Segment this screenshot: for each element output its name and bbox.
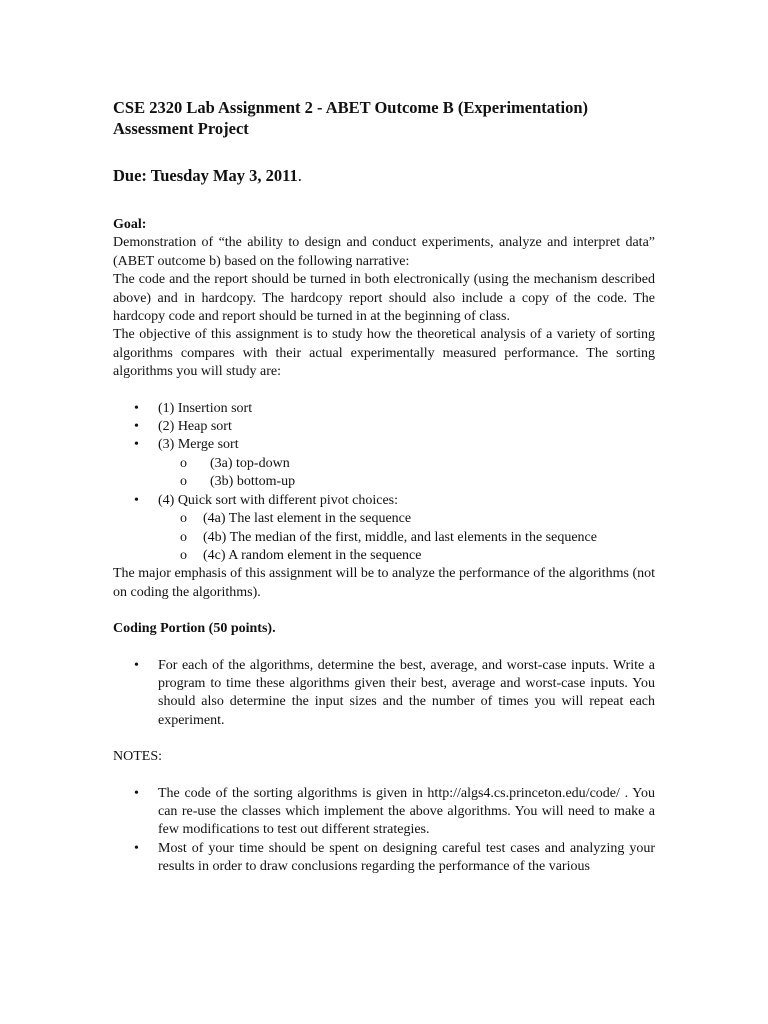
goal-text: Demonstration of “the ability to design and conduct experiments, analyze and interpret data” (ABET outcome b) based on the following narrative: [113, 235, 655, 269]
list-item [113, 492, 655, 510]
document-title [113, 97, 655, 139]
coding-list [113, 657, 655, 731]
variant-label: (4c) A random element in the sequence [203, 547, 422, 563]
algorithm-label: (1) Insertion sort [158, 400, 253, 416]
list-item [113, 785, 655, 840]
merge-sort-variants [113, 455, 655, 492]
algorithm-label: (3) Merge sort [158, 437, 239, 453]
notes-list [113, 785, 655, 877]
algorithm-list [113, 400, 655, 566]
bullet-icon: • [134, 657, 139, 673]
algorithm-label: (2) Heap sort [158, 419, 232, 435]
notes-heading: NOTES: [113, 749, 162, 765]
bullet-icon: • [134, 840, 139, 856]
due-date [113, 165, 655, 186]
note-text: The code of the sorting algorithms is given in http://algs4.cs.princeton.edu/code/ . You can re-use the classes which implement the above algorithms. You will need to make a few modifications to test out different strategies. [158, 785, 655, 838]
bullet-icon: • [134, 419, 139, 435]
algorithm-label: (4) Quick sort with different pivot choices: [158, 492, 399, 508]
list-item [113, 400, 655, 418]
circle-bullet-icon: o [180, 547, 187, 563]
circle-bullet-icon: o [180, 529, 187, 545]
coding-bullet-text: For each of the algorithms, determine the best, average, and worst-case inputs. Write a program to time these algorithms given their best, average and worst-case inputs. You should also determine the input sizes and the number of times you will repeat each experiment. [158, 657, 655, 728]
sub-list-item [113, 473, 655, 491]
title-line-1: CSE 2320 Lab Assignment 2 - ABET Outcome B (Experimentation) [113, 98, 589, 117]
bullet-icon: • [134, 492, 139, 508]
title-line-2: Assessment Project [113, 119, 249, 138]
sub-list-item [113, 529, 655, 547]
document-content [113, 97, 655, 877]
circle-bullet-icon: o [180, 511, 187, 527]
list-item [113, 840, 655, 877]
bullet-icon: • [134, 437, 139, 453]
due-date-suffix: . [297, 166, 302, 185]
objective-paragraph: The objective of this assignment is to study how the theoretical analysis of a variety of sorting algorithms compares with their actual experimentally measured performance. The sorting algorithms you will study are: [113, 327, 655, 380]
circle-bullet-icon: o [180, 474, 187, 490]
sub-list-item [113, 455, 655, 473]
bullet-icon: • [134, 400, 139, 416]
variant-label: (3b) bottom-up [210, 474, 296, 490]
list-item [113, 657, 655, 731]
goal-heading: Goal: [113, 217, 147, 232]
coding-heading: Coding Portion (50 points). [113, 621, 276, 637]
sub-list-item [113, 547, 655, 565]
list-item [113, 436, 655, 454]
circle-bullet-icon: o [180, 455, 187, 471]
list-item [113, 418, 655, 436]
bullet-icon: • [134, 785, 139, 801]
variant-label: (4b) The median of the first, middle, and last elements in the sequence [203, 529, 597, 545]
submission-paragraph: The code and the report should be turned in both electronically (using the mechanism described above) and in hardcopy. The hardcopy report should also include a copy of the code. The hardcopy code and report should be turned in at the beginning of class. [113, 272, 655, 325]
due-date-label: Due: Tuesday May 3, 2011 [113, 166, 298, 185]
quick-sort-variants [113, 510, 655, 565]
note-text: Most of your time should be spent on designing careful test cases and analyzing your results in order to draw conclusions regarding the performance of the various [158, 840, 655, 875]
variant-label: (3a) top-down [210, 455, 290, 471]
sublist-container [113, 455, 655, 492]
variant-label: (4a) The last element in the sequence [203, 511, 412, 527]
sublist-container [113, 510, 655, 565]
emphasis-paragraph: The major emphasis of this assignment will be to analyze the performance of the algorithms (not on coding the algorithms). [113, 566, 655, 600]
sub-list-item [113, 510, 655, 528]
